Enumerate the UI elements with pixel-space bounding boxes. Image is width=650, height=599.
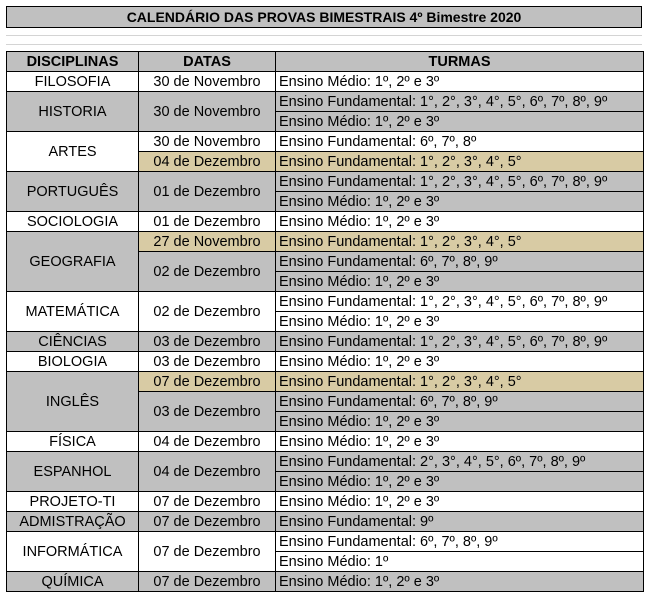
table-row xyxy=(7,232,644,252)
table-row xyxy=(7,332,644,352)
turma-cell[interactable]: Ensino Fundamental: 6º, 7º, 8º, 9º xyxy=(276,392,644,412)
date-cell[interactable]: 04 de Dezembro xyxy=(139,152,276,172)
subject-cell[interactable]: SOCIOLOGIA xyxy=(7,212,139,232)
subject-cell[interactable]: QUÍMICA xyxy=(7,572,139,592)
turma-cell[interactable]: Ensino Fundamental: 1°, 2°, 3°, 4°, 5°, 6º, 7º, 8º, 9º xyxy=(276,292,644,312)
date-cell[interactable]: 02 de Dezembro xyxy=(139,252,276,292)
subject-cell[interactable]: INFORMÁTICA xyxy=(7,532,139,572)
date-cell[interactable]: 03 de Dezembro xyxy=(139,352,276,372)
subject-cell[interactable]: HISTORIA xyxy=(7,92,139,132)
turma-cell[interactable]: Ensino Médio: 1º, 2º e 3º xyxy=(276,432,644,452)
date-cell[interactable]: 07 de Dezembro xyxy=(139,492,276,512)
turma-cell[interactable]: Ensino Fundamental: 9º xyxy=(276,512,644,532)
turma-cell[interactable]: Ensino Fundamental: 1°, 2°, 3°, 4°, 5°, 6º, 7º, 8º, 9º xyxy=(276,332,644,352)
turma-cell[interactable]: Ensino Médio: 1º, 2º e 3º xyxy=(276,192,644,212)
table-row xyxy=(7,432,644,452)
date-cell[interactable]: 30 de Novembro xyxy=(139,92,276,132)
turma-cell[interactable]: Ensino Médio: 1º, 2º e 3º xyxy=(276,272,644,292)
table-row xyxy=(7,512,644,532)
turma-cell[interactable]: Ensino Médio: 1º, 2º e 3º xyxy=(276,112,644,132)
date-cell[interactable]: 07 de Dezembro xyxy=(139,512,276,532)
date-cell[interactable]: 04 de Dezembro xyxy=(139,452,276,492)
turma-cell[interactable]: Ensino Médio: 1º, 2º e 3º xyxy=(276,212,644,232)
table-row xyxy=(7,132,644,152)
date-cell[interactable]: 03 de Dezembro xyxy=(139,392,276,432)
header-disciplinas[interactable]: DISCIPLINAS xyxy=(7,52,139,72)
subject-cell[interactable]: INGLÊS xyxy=(7,372,139,432)
sheet-title[interactable]: CALENDÁRIO DAS PROVAS BIMESTRAIS 4º Bimestre 2020 xyxy=(6,6,642,28)
turma-cell[interactable]: Ensino Médio: 1º, 2º e 3º xyxy=(276,72,644,92)
subject-cell[interactable]: BIOLOGIA xyxy=(7,352,139,372)
turma-cell[interactable]: Ensino Fundamental: 2°, 3°, 4°, 5°, 6º, 7º, 8º, 9º xyxy=(276,452,644,472)
subject-cell[interactable]: ESPANHOL xyxy=(7,452,139,492)
table-row xyxy=(7,172,644,192)
subject-cell[interactable]: ARTES xyxy=(7,132,139,172)
table-row xyxy=(7,452,644,472)
date-cell[interactable]: 04 de Dezembro xyxy=(139,432,276,452)
date-cell[interactable]: 03 de Dezembro xyxy=(139,332,276,352)
table-row xyxy=(7,92,644,112)
turma-cell[interactable]: Ensino Médio: 1º, 2º e 3º xyxy=(276,352,644,372)
date-cell[interactable]: 01 de Dezembro xyxy=(139,172,276,212)
date-cell[interactable]: 01 de Dezembro xyxy=(139,212,276,232)
table-row xyxy=(7,532,644,552)
exam-calendar-table xyxy=(6,51,644,592)
subject-cell[interactable]: PORTUGUÊS xyxy=(7,172,139,212)
subject-cell[interactable]: FÍSICA xyxy=(7,432,139,452)
header-datas[interactable]: DATAS xyxy=(139,52,276,72)
table-row xyxy=(7,352,644,372)
date-cell[interactable]: 07 de Dezembro xyxy=(139,532,276,572)
turma-cell[interactable]: Ensino Médio: 1º, 2º e 3º xyxy=(276,312,644,332)
turma-cell[interactable]: Ensino Médio: 1º, 2º e 3º xyxy=(276,412,644,432)
turma-cell[interactable]: Ensino Fundamental: 6º, 7º, 8º, 9º xyxy=(276,532,644,552)
subject-cell[interactable]: FILOSOFIA xyxy=(7,72,139,92)
table-row xyxy=(7,492,644,512)
date-cell[interactable]: 30 de Novembro xyxy=(139,72,276,92)
header-row xyxy=(7,52,644,72)
subject-cell[interactable]: GEOGRAFIA xyxy=(7,232,139,292)
date-cell[interactable]: 02 de Dezembro xyxy=(139,292,276,332)
table-row xyxy=(7,292,644,312)
turma-cell[interactable]: Ensino Médio: 1º, 2º e 3º xyxy=(276,492,644,512)
turma-cell[interactable]: Ensino Fundamental: 1°, 2°, 3°, 4°, 5°, 6º, 7º, 8º, 9º xyxy=(276,92,644,112)
subject-cell[interactable]: ADMISTRAÇÃO xyxy=(7,512,139,532)
header-turmas[interactable]: TURMAS xyxy=(276,52,644,72)
turma-cell[interactable]: Ensino Fundamental: 1°, 2°, 3°, 4°, 5° xyxy=(276,372,644,392)
date-cell[interactable]: 07 de Dezembro xyxy=(139,572,276,592)
subject-cell[interactable]: MATEMÁTICA xyxy=(7,292,139,332)
turma-cell[interactable]: Ensino Médio: 1º, 2º e 3º xyxy=(276,472,644,492)
table-row xyxy=(7,372,644,392)
subject-cell[interactable]: PROJETO-TI xyxy=(7,492,139,512)
date-cell[interactable]: 27 de Novembro xyxy=(139,232,276,252)
turma-cell[interactable]: Ensino Fundamental: 6º, 7º, 8º, 9º xyxy=(276,252,644,272)
turma-cell[interactable]: Ensino Fundamental: 1°, 2°, 3°, 4°, 5° xyxy=(276,152,644,172)
subject-cell[interactable]: CIÊNCIAS xyxy=(7,332,139,352)
grid-line xyxy=(6,44,642,45)
date-cell[interactable]: 07 de Dezembro xyxy=(139,372,276,392)
turma-cell[interactable]: Ensino Fundamental: 1°, 2°, 3°, 4°, 5° xyxy=(276,232,644,252)
table-row xyxy=(7,212,644,232)
turma-cell[interactable]: Ensino Médio: 1º xyxy=(276,552,644,572)
turma-cell[interactable]: Ensino Médio: 1º, 2º e 3º xyxy=(276,572,644,592)
turma-cell[interactable]: Ensino Fundamental: 6º, 7º, 8º xyxy=(276,132,644,152)
grid-line xyxy=(6,35,642,36)
table-row xyxy=(7,572,644,592)
date-cell[interactable]: 30 de Novembro xyxy=(139,132,276,152)
turma-cell[interactable]: Ensino Fundamental: 1°, 2°, 3°, 4°, 5°, 6º, 7º, 8º, 9º xyxy=(276,172,644,192)
table-row xyxy=(7,72,644,92)
